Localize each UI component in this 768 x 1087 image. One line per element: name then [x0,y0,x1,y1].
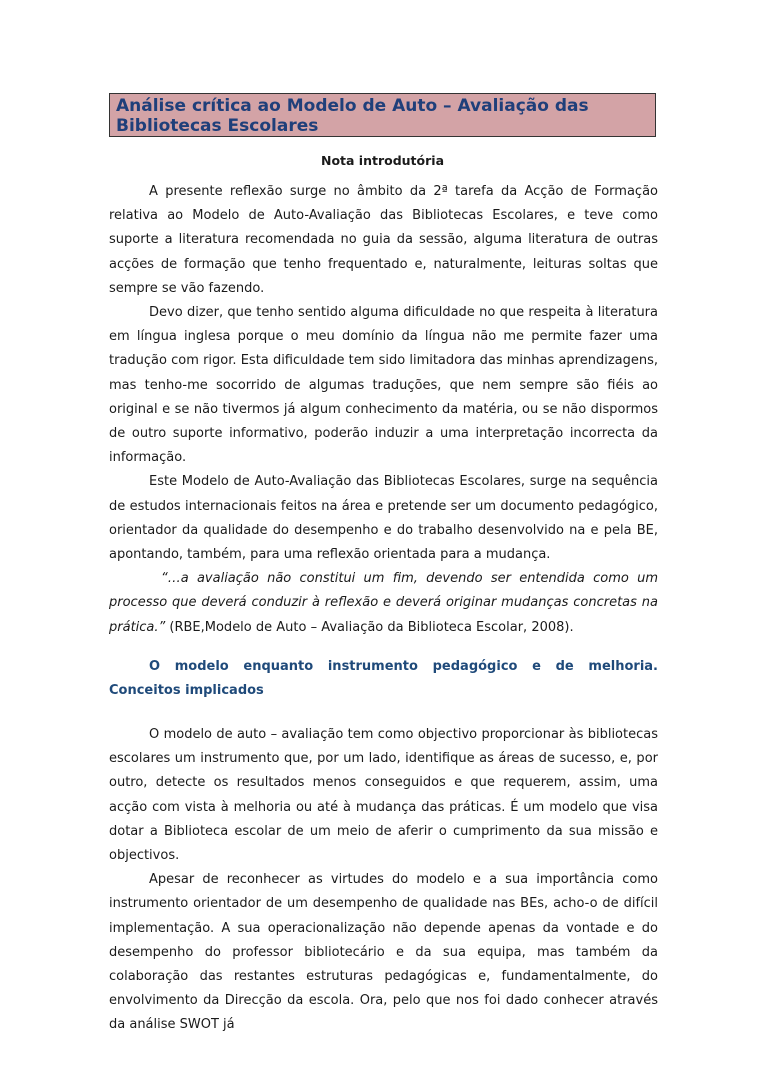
paragraph: A presente reflexão surge no âmbito da 2ª tarefa da Acção de Formação relativa ao Modelo de Auto-Avaliação das Bibliotecas Escolares, e teve como suporte a literatura recomendada no guia da sessão, alguma literatura de outras acções de formação que tenho frequentado e, naturalmente, leituras soltas que sempre se vão fazendo. [109,184,658,296]
quote-citation: (RBE,Modelo de Auto – Avaliação da Biblioteca Escolar, 2008). [165,619,574,635]
section-subtitle: Nota introdutória [320,153,445,168]
paragraph: O modelo de auto – avaliação tem como objectivo proporcionar às bibliotecas escolares um instrumento que, por um lado, identifique as áreas de sucesso, e, por outro, detecte os resultados menos conseguidos e que requerem, assim, uma acção com vista à melhoria ou até à mudança das práticas. É um modelo que visa dotar a Biblioteca escolar de um meio de aferir o cumprimento da sua missão e objectivos. [109,727,658,864]
section-text [109,723,658,1038]
section-heading: O modelo enquanto instrumento pedagógico e de melhoria. Conceitos implicados [109,659,658,699]
paragraph: Apesar de reconhecer as virtudes do modelo e a sua importância como instrumento orientador de um desempenho de qualidade nas BEs, acho-o de difícil implementação. A sua operacionalização não depende apenas da vontade e do desempenho do professor bibliotecário e da sua equipa, mas também da colaboração das restantes estruturas pedagógicas e, fundamentalmente, do envolvimento da Direcção da escola. Ora, pelo que nos foi dado conhecer através da análise SWOT já [109,872,658,1033]
quote-paragraph [109,567,658,640]
intro-text [109,180,658,640]
quote-text: “…a avaliação não constitui um fim, devendo ser entendida como um processo que deverá conduzir à reflexão e deverá originar mudanças concretas na prática.” [109,571,658,635]
paragraph: Este Modelo de Auto-Avaliação das Bibliotecas Escolares, surge na sequência de estudos internacionais feitos na área e pretende ser um documento pedagógico, orientador da qualidade do desempenho e do trabalho desenvolvido na e pela BE, apontando, também, para uma reflexão orientada para a mudança. [109,474,658,563]
document-title-box [109,93,656,137]
paragraph: Devo dizer, que tenho sentido alguma dificuldade no que respeita à literatura em língua inglesa porque o meu domínio da língua não me permite fazer uma tradução com rigor. Esta dificuldade tem sido limitadora das minhas aprendizagens, mas tenho-me socorrido de algumas traduções, que nem sempre são fiéis ao original e se não tivermos já algum conhecimento da matéria, ou se não dispormos de outro suporte informativo, poderão induzir a uma interpretação incorrecta da informação. [109,305,658,466]
document-title: Análise crítica ao Modelo de Auto – Avaliação das Bibliotecas Escolares [116,96,589,136]
